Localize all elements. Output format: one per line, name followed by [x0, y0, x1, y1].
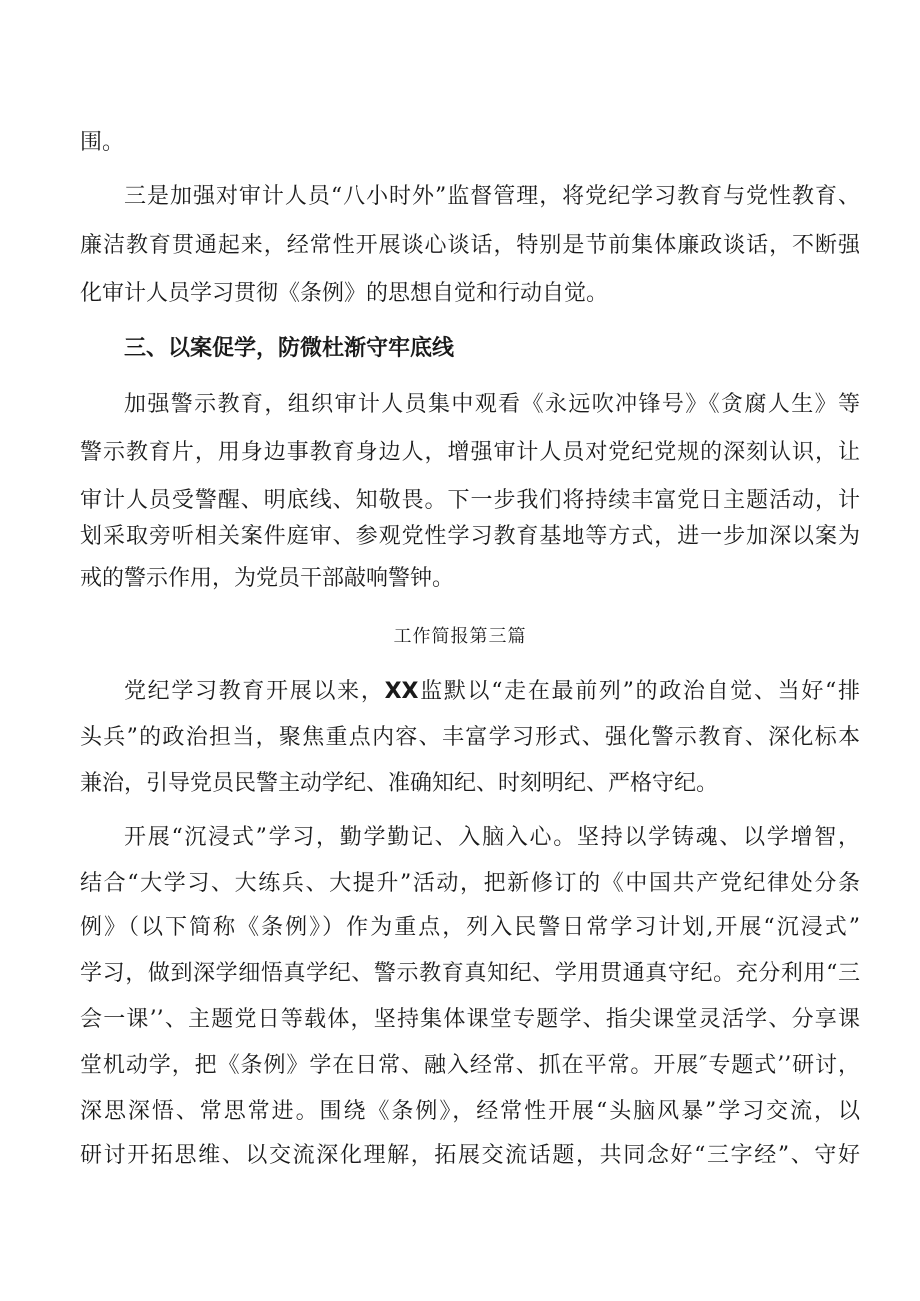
text-line: 堂机动学，把《条例》学在日常、融入经常、抓在平常。开展″专题式’’研讨， [80, 1053, 860, 1078]
text-line [124, 677, 860, 707]
text-line: 例》（以下简称《条例》）作为重点，列入民警日常学习计划,开展“沉浸式” [80, 915, 860, 940]
placeholder-name: XX [384, 679, 419, 704]
text-line: 三是加强对审计人员“八小时外”监督管理，将党纪学习教育与党性教育、 [124, 184, 860, 209]
text-line: 结合“大学习、大练兵、大提升”活动，把新修订的《中国共产党纪律处分条 [80, 871, 860, 896]
section-heading: 三、以案促学，防微杜渐守牢底线 [124, 336, 455, 361]
text-line: 会一课’’、主题党日等载体，坚持集体课堂专题学、指尖课堂灵活学、分享课 [80, 1007, 860, 1032]
text-line: 廉洁教育贯通起来，经常性开展谈心谈话，特别是节前集体廉政谈话，不断强 [80, 233, 860, 258]
text-line: 学习，做到深学细悟真学纪、警示教育真知纪、学用贯通真守纪。充分利用“三 [80, 961, 860, 986]
text-line: 警示教育片，用身边事教育身边人，增强审计人员对党纪党规的深刻认识，让 [80, 440, 860, 465]
text-line: 划采取旁听相关案件庭审、参观党性学习教育基地等方式，进一步加深以案为 [80, 524, 860, 549]
text-line: 化审计人员学习贯彻《条例》的思想自觉和行动自觉。 [80, 281, 609, 306]
text-line: 头兵”的政治担当，聚焦重点内容、丰富学习形式、强化警示教育、深化标本 [80, 725, 860, 750]
text-line: 开展“沉浸式”学习，勤学勤记、入脑入心。坚持以学铸魂、以学增智， [124, 825, 860, 850]
text-line: 审计人员受警醒、明底线、知敬畏。下一步我们将持续丰富党日主题活动，计 [80, 488, 860, 513]
text-line: 围。 [80, 130, 125, 155]
text-span: 监默以“走在最前列”的政治自觉、当好“排 [418, 679, 860, 704]
text-line: 加强警示教育，组织审计人员集中观看《永远吹冲锋号》《贪腐人生》等 [124, 392, 860, 417]
section-subtitle: 工作简报第三篇 [393, 626, 527, 647]
text-line: 兼治，引导党员民警主动学纪、准确知纪、时刻明纪、严格守纪。 [80, 771, 719, 796]
text-line: 研讨开拓思维、以交流深化理解，拓展交流话题，共同念好“三字经”、守好 [80, 1143, 860, 1168]
text-span: 党纪学习教育开展以来， [124, 679, 385, 704]
text-line: 戒的警示作用，为党员干部敲响警钟。 [80, 566, 455, 591]
text-line: 深思深悟、常思常进。围绕《条例》，经常性开展“头脑风暴”学习交流，以 [80, 1099, 860, 1124]
